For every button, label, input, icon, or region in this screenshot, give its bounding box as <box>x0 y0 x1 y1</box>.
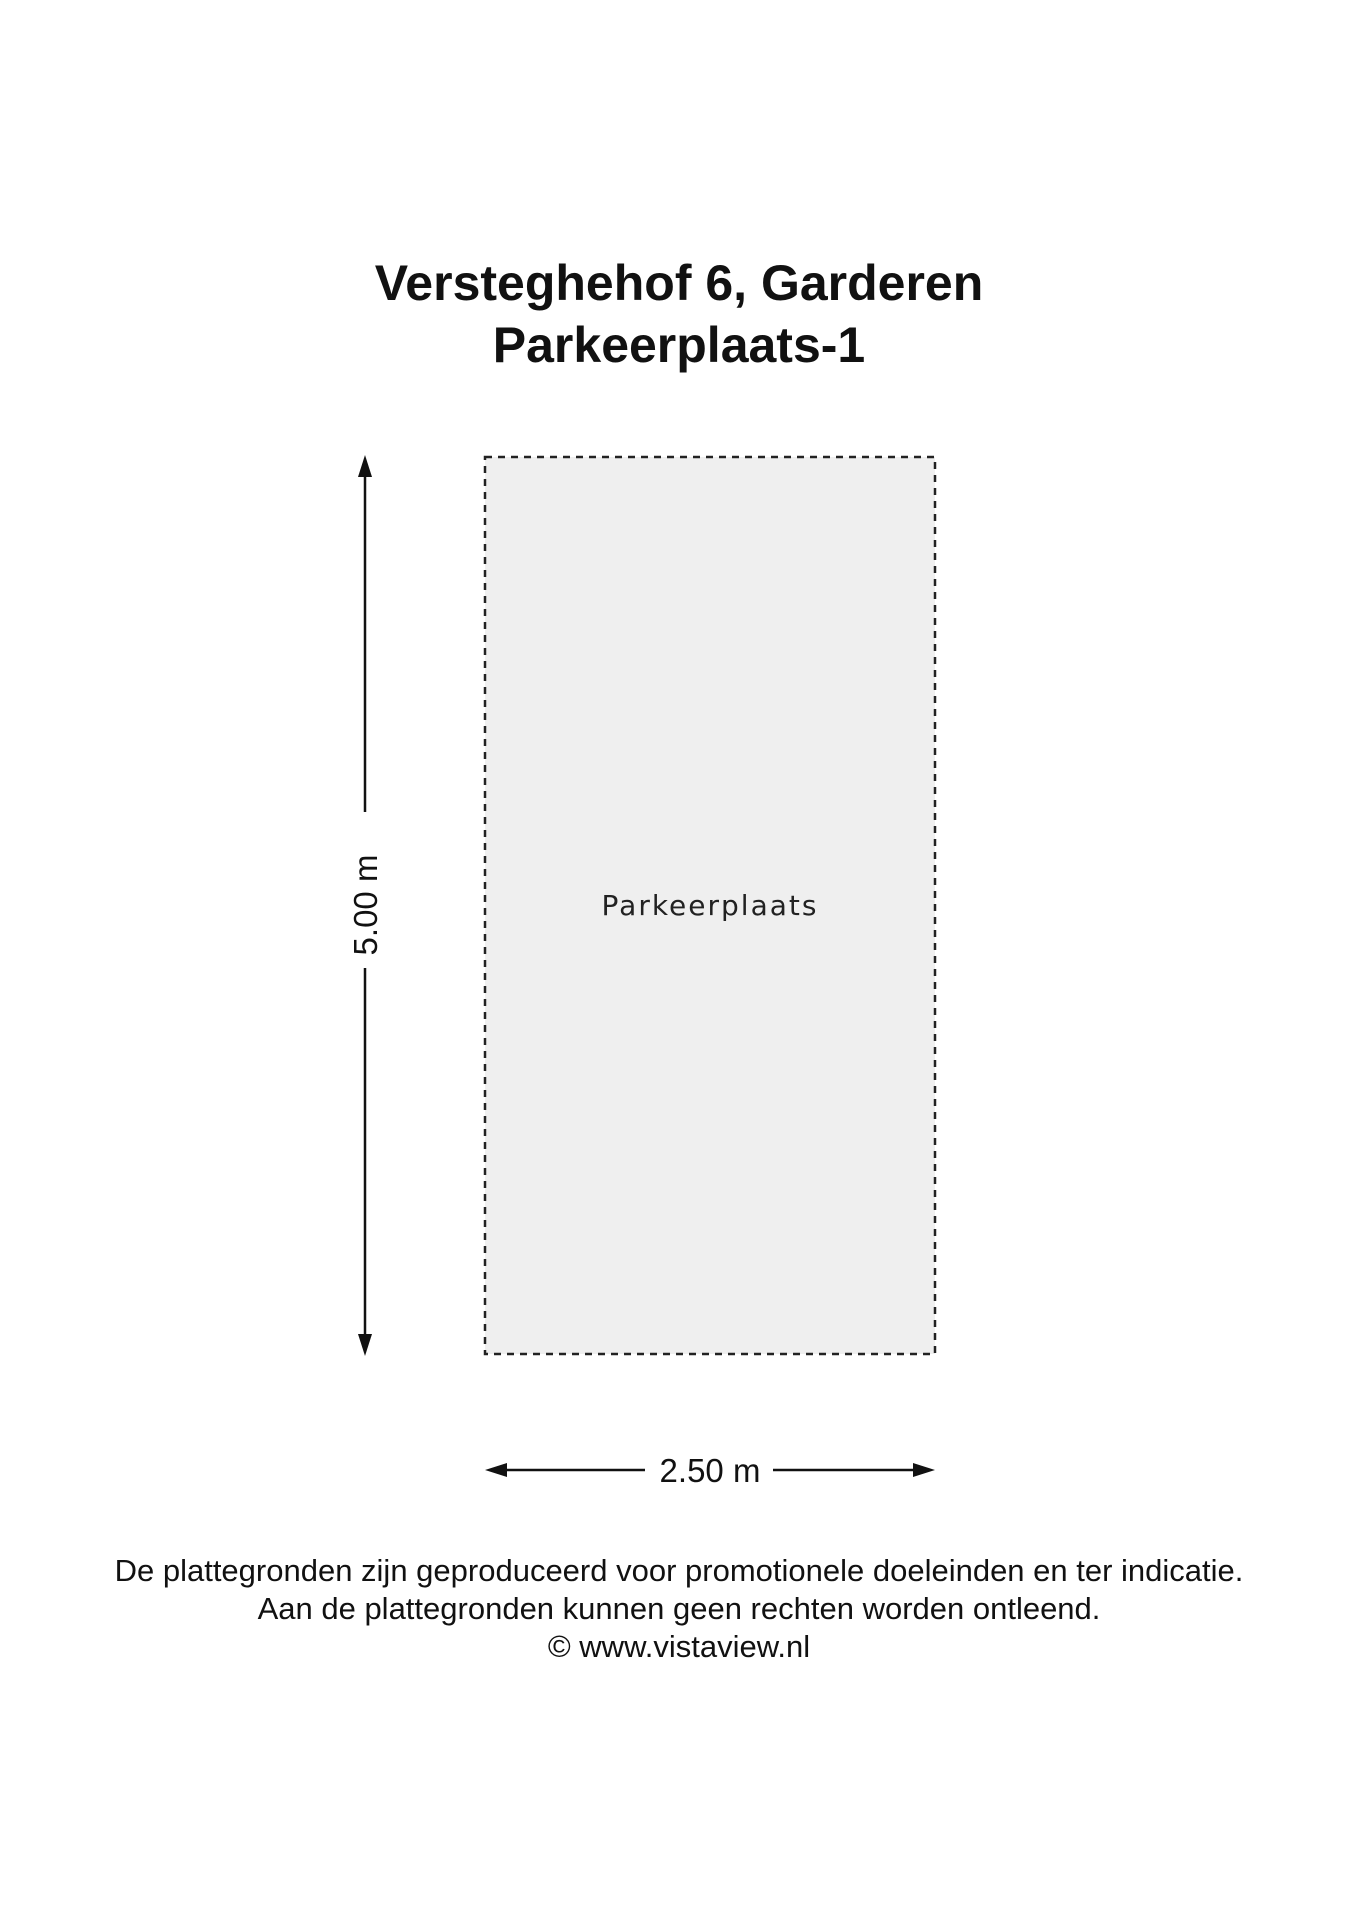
room-label: Parkeerplaats <box>601 889 819 922</box>
copyright-text: © www.vistaview.nl <box>547 1629 811 1664</box>
arrow-left-icon <box>485 1463 507 1477</box>
arrow-up-icon <box>358 455 372 477</box>
width-dimension-label: 2.50 m <box>659 1452 761 1489</box>
page-title: Versteghehof 6, Garderen <box>374 255 984 311</box>
arrow-down-icon <box>358 1334 372 1356</box>
disclaimer-text: De plattegronden zijn geproduceerd voor promotionele doeleinden en ter indicatie. <box>114 1553 1244 1588</box>
disclaimer-text: Aan de plattegronden kunnen geen rechten worden ontleend. <box>257 1591 1101 1626</box>
height-dimension-label: 5.00 m <box>347 854 384 956</box>
page-subtitle: Parkeerplaats-1 <box>492 317 866 373</box>
arrow-right-icon <box>913 1463 935 1477</box>
